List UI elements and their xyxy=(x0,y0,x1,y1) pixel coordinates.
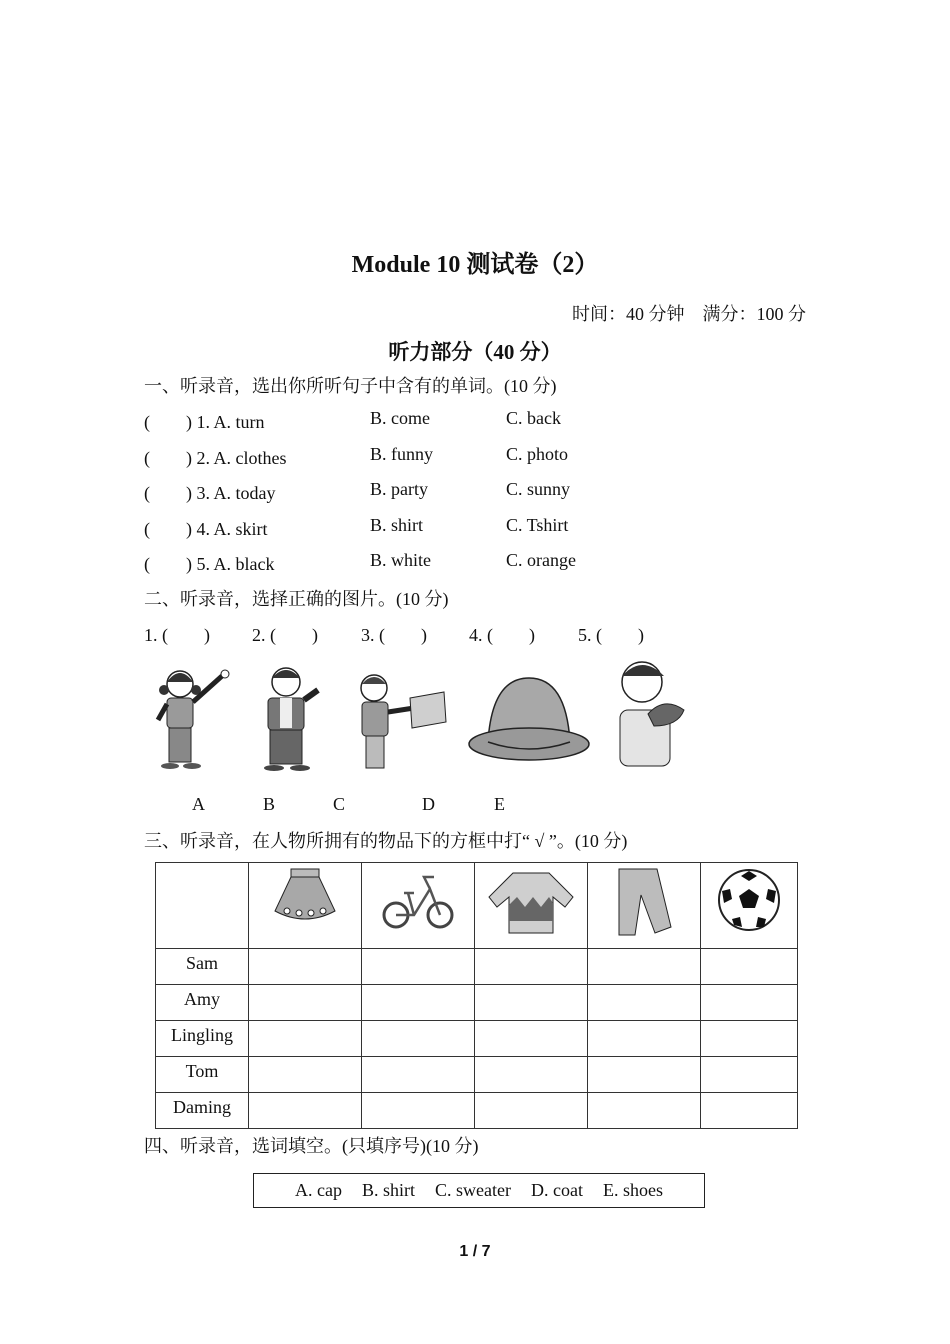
question-4-a: ( ) 4. A. skirt xyxy=(144,519,268,539)
check-box[interactable] xyxy=(362,1057,475,1093)
person-name: Tom xyxy=(156,1057,249,1093)
question-1-b: B. come xyxy=(370,408,430,428)
ownership-table xyxy=(155,862,798,1129)
picture-letter-a: A xyxy=(192,794,205,814)
sweater-header-cell xyxy=(475,863,588,949)
table-corner-cell xyxy=(156,863,249,949)
ball-header-cell xyxy=(701,863,798,949)
check-box[interactable] xyxy=(249,949,362,985)
check-box[interactable] xyxy=(588,949,701,985)
check-box[interactable] xyxy=(362,1021,475,1057)
question-4-c: C. Tshirt xyxy=(506,515,569,535)
page-title: Module 10 测试卷（2） xyxy=(351,252,599,278)
check-box[interactable] xyxy=(701,1021,798,1057)
table-row xyxy=(156,985,798,1021)
check-box[interactable] xyxy=(588,985,701,1021)
answer-blank-5: 5. ( ) xyxy=(578,625,644,645)
check-box[interactable] xyxy=(701,1093,798,1129)
part1-instruction: 一、听录音，选出你所听句子中含有的单词。(10 分) xyxy=(144,376,557,396)
question-2-c: C. photo xyxy=(506,444,569,464)
answer-blank-2: 2. ( ) xyxy=(252,625,318,645)
hat-picture xyxy=(466,672,592,768)
picture-letter-b: B xyxy=(263,794,276,814)
table-row xyxy=(156,1093,798,1129)
part2-instruction: 二、听录音，选择正确的图片。(10 分) xyxy=(144,589,449,609)
question-4-b: B. shirt xyxy=(370,515,424,535)
check-box[interactable] xyxy=(362,985,475,1021)
page-number: 1 / 7 xyxy=(459,1243,491,1260)
table-row xyxy=(156,949,798,985)
picture-letter-c: C xyxy=(333,794,346,814)
question-5-c: C. orange xyxy=(506,550,576,570)
word-option-d: D. coat xyxy=(531,1180,583,1200)
boy-box-picture xyxy=(352,668,452,772)
word-option-e: E. shoes xyxy=(602,1180,663,1200)
check-box[interactable] xyxy=(475,1021,588,1057)
person-name: Amy xyxy=(156,985,249,1021)
word-bank-box xyxy=(253,1173,705,1208)
check-box[interactable] xyxy=(588,1093,701,1129)
check-box[interactable] xyxy=(249,1021,362,1057)
boy-jacket-picture xyxy=(250,660,330,774)
part3-instruction: 三、听录音，在人物所拥有的物品下的方框中打“ √ ”。(10 分) xyxy=(144,831,628,851)
question-1-a: ( ) 1. A. turn xyxy=(144,412,265,432)
check-box[interactable] xyxy=(588,1021,701,1057)
boy-cap-picture xyxy=(608,654,688,770)
answer-blank-1: 1. ( ) xyxy=(144,625,210,645)
question-3-a: ( ) 3. A. today xyxy=(144,483,276,503)
check-box[interactable] xyxy=(475,1093,588,1129)
picture-letter-d: D xyxy=(422,794,435,814)
check-box[interactable] xyxy=(701,985,798,1021)
answer-blank-3: 3. ( ) xyxy=(361,625,427,645)
girl-waving-picture xyxy=(150,662,240,774)
sweater-icon xyxy=(483,867,579,937)
bike-header-cell xyxy=(362,863,475,949)
table-row xyxy=(156,1021,798,1057)
word-option-a: A. cap xyxy=(295,1180,342,1200)
person-name: Sam xyxy=(156,949,249,985)
skirt-header-cell xyxy=(249,863,362,949)
soccer-ball-icon xyxy=(716,867,782,933)
check-box[interactable] xyxy=(475,985,588,1021)
check-box[interactable] xyxy=(475,1057,588,1093)
check-box[interactable] xyxy=(249,1057,362,1093)
question-3-b: B. party xyxy=(370,479,428,499)
check-box[interactable] xyxy=(362,1093,475,1129)
check-box[interactable] xyxy=(701,1057,798,1093)
question-5-a: ( ) 5. A. black xyxy=(144,554,275,574)
picture-letter-e: E xyxy=(494,794,505,814)
skirt-icon xyxy=(267,867,343,927)
person-name: Daming xyxy=(156,1093,249,1129)
check-box[interactable] xyxy=(588,1057,701,1093)
check-box[interactable] xyxy=(475,949,588,985)
question-1-c: C. back xyxy=(506,408,561,428)
time-score-info: 时间：40 分钟 满分：100 分 xyxy=(572,304,806,324)
pants-header-cell xyxy=(588,863,701,949)
bicycle-icon xyxy=(380,869,456,933)
word-option-b: B. shirt xyxy=(362,1180,416,1200)
section-title: 听力部分（40 分） xyxy=(388,340,562,364)
person-name: Lingling xyxy=(156,1021,249,1057)
check-box[interactable] xyxy=(249,1093,362,1129)
table-row xyxy=(156,1057,798,1093)
question-2-a: ( ) 2. A. clothes xyxy=(144,448,287,468)
question-5-b: B. white xyxy=(370,550,431,570)
question-3-c: C. sunny xyxy=(506,479,571,499)
part4-instruction: 四、听录音，选词填空。(只填序号)(10 分) xyxy=(144,1136,479,1156)
pants-icon xyxy=(609,865,679,941)
check-box[interactable] xyxy=(249,985,362,1021)
check-box[interactable] xyxy=(362,949,475,985)
answer-blank-4: 4. ( ) xyxy=(469,625,535,645)
word-option-c: C. sweater xyxy=(435,1180,511,1200)
check-box[interactable] xyxy=(701,949,798,985)
question-2-b: B. funny xyxy=(370,444,433,464)
